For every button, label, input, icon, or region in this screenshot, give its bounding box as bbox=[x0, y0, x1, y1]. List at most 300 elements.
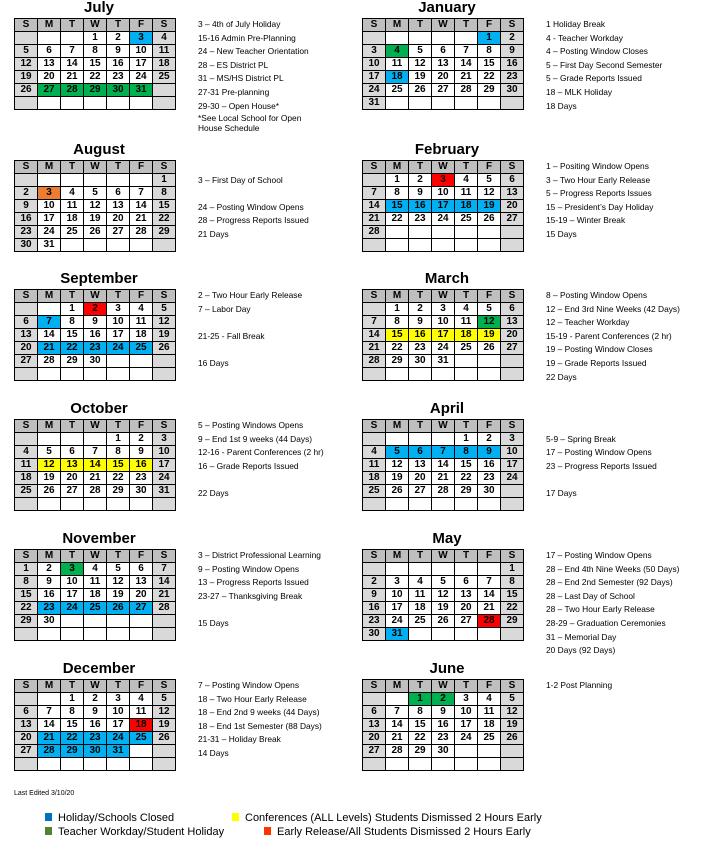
day-cell: 30 bbox=[38, 615, 61, 628]
day-cell: 29 bbox=[61, 355, 84, 368]
note-line: 3 – District Professional Learning bbox=[198, 550, 321, 560]
day-cell bbox=[107, 758, 130, 771]
day-cell: 19 bbox=[432, 602, 455, 615]
weekday-header: T bbox=[61, 550, 84, 563]
day-cell: 3 bbox=[455, 693, 478, 706]
note-line: 29-30 – Open House* bbox=[198, 100, 280, 111]
day-cell: 3 bbox=[363, 45, 386, 58]
day-cell: 21 bbox=[130, 213, 153, 226]
day-cell: 18 bbox=[84, 589, 107, 602]
day-cell: 1 bbox=[501, 563, 524, 576]
day-cell: 25 bbox=[455, 213, 478, 226]
note-line: 12-16 - Parent Conferences (2 hr) bbox=[198, 447, 324, 458]
day-cell bbox=[38, 498, 61, 511]
day-cell bbox=[38, 628, 61, 641]
day-cell bbox=[501, 97, 524, 110]
note-line: 19 – Grade Reports Issued bbox=[546, 357, 647, 368]
day-cell: 10 bbox=[432, 187, 455, 200]
day-cell: 22 bbox=[61, 732, 84, 745]
day-cell: 5 bbox=[478, 303, 501, 316]
day-cell: 30 bbox=[130, 485, 153, 498]
weekday-header: M bbox=[38, 550, 61, 563]
day-cell: 11 bbox=[478, 706, 501, 719]
month-title: July bbox=[83, 0, 114, 16]
note-line bbox=[198, 160, 348, 174]
day-cell: 10 bbox=[130, 45, 153, 58]
day-cell bbox=[61, 433, 84, 446]
day-cell: 9 bbox=[363, 589, 386, 602]
day-cell: 29 bbox=[478, 84, 501, 97]
day-cell: 25 bbox=[363, 485, 386, 498]
day-cell bbox=[386, 433, 409, 446]
note-line bbox=[546, 473, 696, 487]
day-cell: 7 bbox=[478, 576, 501, 589]
weekday-header: F bbox=[130, 680, 153, 693]
day-cell: 30 bbox=[478, 485, 501, 498]
weekday-header: M bbox=[386, 550, 409, 563]
note-line: 7 – Posting Window Opens bbox=[198, 680, 300, 690]
day-cell: 11 bbox=[455, 187, 478, 200]
day-cell bbox=[501, 239, 524, 252]
day-cell: 27 bbox=[15, 745, 38, 758]
weekday-header: T bbox=[61, 161, 84, 174]
weekday-header: T bbox=[61, 290, 84, 303]
day-cell: 12 bbox=[153, 316, 176, 329]
day-cell: 3 bbox=[432, 174, 455, 187]
day-cell bbox=[501, 758, 524, 771]
note-line: 28 – End 4th Nine Weeks (50 Days) bbox=[546, 563, 680, 574]
weekday-header: T bbox=[455, 290, 478, 303]
month-notes bbox=[546, 419, 696, 501]
legend-workday: Teacher Workday/Student Holiday bbox=[45, 826, 224, 839]
note-line: 4 – Posting Window Closes bbox=[546, 46, 648, 57]
day-cell: 27 bbox=[432, 84, 455, 97]
day-cell: 28 bbox=[84, 485, 107, 498]
day-cell: 21 bbox=[363, 213, 386, 226]
day-cell bbox=[501, 355, 524, 368]
day-cell bbox=[107, 174, 130, 187]
weekday-header: M bbox=[386, 290, 409, 303]
note-line: 15 Days bbox=[546, 228, 577, 239]
day-cell: 7 bbox=[38, 316, 61, 329]
day-cell bbox=[363, 368, 386, 381]
day-cell: 19 bbox=[409, 71, 432, 84]
day-cell: 2 bbox=[363, 576, 386, 589]
day-cell: 3 bbox=[432, 303, 455, 316]
day-cell: 17 bbox=[432, 329, 455, 342]
day-cell bbox=[130, 498, 153, 511]
day-cell: 24 bbox=[61, 602, 84, 615]
day-cell: 5 bbox=[478, 174, 501, 187]
weekday-header: F bbox=[130, 290, 153, 303]
day-cell: 23 bbox=[84, 732, 107, 745]
weekday-header: S bbox=[363, 161, 386, 174]
day-cell bbox=[455, 226, 478, 239]
day-cell: 15 bbox=[386, 200, 409, 213]
day-cell: 23 bbox=[38, 602, 61, 615]
day-cell: 9 bbox=[15, 200, 38, 213]
day-cell bbox=[409, 628, 432, 641]
note-line: 12 – Teacher Workday bbox=[546, 317, 630, 328]
day-cell: 28 bbox=[38, 745, 61, 758]
day-cell: 9 bbox=[107, 45, 130, 58]
day-cell bbox=[153, 239, 176, 252]
day-cell: 29 bbox=[84, 84, 107, 97]
note-line: 28-29 – Graduation Ceremonies bbox=[546, 617, 666, 628]
day-cell: 17 bbox=[130, 58, 153, 71]
day-cell bbox=[84, 758, 107, 771]
day-cell: 24 bbox=[38, 226, 61, 239]
day-cell: 19 bbox=[478, 200, 501, 213]
note-line: 5 – Progress Reports Issues bbox=[546, 188, 652, 199]
month-title: April bbox=[429, 400, 465, 417]
day-cell bbox=[61, 97, 84, 110]
weekday-header: W bbox=[432, 420, 455, 433]
last-edited: Last Edited 3/10/20 bbox=[14, 790, 75, 797]
day-cell: 14 bbox=[455, 58, 478, 71]
day-cell: 4 bbox=[409, 576, 432, 589]
day-cell: 18 bbox=[386, 71, 409, 84]
month-notes bbox=[546, 549, 696, 658]
note-line: 28 – Last Day of School bbox=[546, 590, 635, 601]
weekday-header: S bbox=[363, 290, 386, 303]
weekday-header: T bbox=[107, 680, 130, 693]
day-cell: 27 bbox=[61, 485, 84, 498]
day-cell: 18 bbox=[153, 58, 176, 71]
day-cell: 9 bbox=[84, 706, 107, 719]
weekday-header: T bbox=[409, 420, 432, 433]
note-line: 16 Days bbox=[198, 357, 229, 368]
weekday-header: S bbox=[501, 19, 524, 32]
day-cell bbox=[409, 368, 432, 381]
day-cell: 29 bbox=[501, 615, 524, 628]
day-cell: 24 bbox=[432, 213, 455, 226]
day-cell bbox=[61, 758, 84, 771]
day-cell: 1 bbox=[455, 433, 478, 446]
day-cell bbox=[363, 303, 386, 316]
weekday-header: M bbox=[386, 420, 409, 433]
day-cell: 10 bbox=[61, 576, 84, 589]
note-line: 15 Days bbox=[198, 617, 229, 628]
note-line bbox=[198, 316, 348, 330]
day-cell: 14 bbox=[363, 200, 386, 213]
day-cell bbox=[38, 368, 61, 381]
day-cell bbox=[38, 693, 61, 706]
day-cell: 24 bbox=[107, 732, 130, 745]
day-cell: 11 bbox=[153, 45, 176, 58]
day-cell bbox=[61, 174, 84, 187]
day-cell bbox=[363, 32, 386, 45]
day-cell: 17 bbox=[61, 589, 84, 602]
day-cell: 25 bbox=[15, 485, 38, 498]
day-cell: 16 bbox=[432, 719, 455, 732]
day-cell: 7 bbox=[363, 187, 386, 200]
day-cell: 21 bbox=[38, 732, 61, 745]
day-cell bbox=[153, 498, 176, 511]
day-cell: 18 bbox=[130, 719, 153, 732]
note-line: 18 – End 1st Semester (88 Days) bbox=[198, 720, 322, 731]
note-line: 19 – Posting Window Closes bbox=[546, 344, 653, 355]
note-line: 17 – Posting Window Opens bbox=[546, 550, 652, 560]
day-cell bbox=[153, 368, 176, 381]
day-cell: 3 bbox=[130, 32, 153, 45]
day-cell: 28 bbox=[432, 485, 455, 498]
day-cell bbox=[455, 745, 478, 758]
day-cell: 6 bbox=[107, 187, 130, 200]
weekday-header: S bbox=[153, 161, 176, 174]
weekday-header: T bbox=[61, 420, 84, 433]
note-line: 21-31 – Holiday Break bbox=[198, 734, 281, 745]
day-cell: 28 bbox=[130, 226, 153, 239]
weekday-header: S bbox=[501, 290, 524, 303]
day-cell bbox=[15, 693, 38, 706]
day-cell: 25 bbox=[409, 615, 432, 628]
day-cell: 2 bbox=[15, 187, 38, 200]
weekday-header: M bbox=[38, 290, 61, 303]
yellow-swatch-icon bbox=[232, 813, 239, 821]
month-notes bbox=[546, 679, 696, 693]
day-cell bbox=[130, 239, 153, 252]
month-notes bbox=[198, 679, 348, 761]
day-cell: 6 bbox=[130, 563, 153, 576]
month-notes bbox=[546, 289, 696, 384]
weekday-header: W bbox=[432, 680, 455, 693]
day-cell bbox=[84, 239, 107, 252]
day-cell bbox=[107, 615, 130, 628]
day-cell: 9 bbox=[478, 446, 501, 459]
note-line: 27-31 Pre-planning bbox=[198, 86, 270, 97]
day-cell: 11 bbox=[455, 316, 478, 329]
note-line: 28 – Progress Reports Issued bbox=[198, 215, 309, 226]
day-cell: 1 bbox=[61, 693, 84, 706]
day-cell bbox=[15, 758, 38, 771]
day-cell: 31 bbox=[130, 84, 153, 97]
weekday-header: S bbox=[153, 19, 176, 32]
month-grid bbox=[362, 160, 524, 252]
weekday-header: T bbox=[409, 290, 432, 303]
day-cell: 14 bbox=[432, 459, 455, 472]
day-cell: 24 bbox=[107, 342, 130, 355]
day-cell bbox=[130, 97, 153, 110]
day-cell: 17 bbox=[38, 213, 61, 226]
month-grid bbox=[14, 160, 176, 252]
day-cell bbox=[61, 498, 84, 511]
weekday-header: T bbox=[455, 550, 478, 563]
note-line: 1 Holiday Break bbox=[546, 19, 606, 29]
day-cell: 23 bbox=[432, 732, 455, 745]
day-cell bbox=[432, 368, 455, 381]
red-swatch-icon bbox=[264, 827, 271, 835]
weekday-header: M bbox=[386, 680, 409, 693]
day-cell: 4 bbox=[455, 174, 478, 187]
day-cell: 19 bbox=[15, 71, 38, 84]
day-cell: 14 bbox=[153, 576, 176, 589]
day-cell: 2 bbox=[84, 693, 107, 706]
day-cell: 20 bbox=[501, 329, 524, 342]
day-cell: 11 bbox=[15, 459, 38, 472]
month-grid bbox=[14, 679, 176, 771]
day-cell: 21 bbox=[38, 342, 61, 355]
weekday-header: F bbox=[478, 161, 501, 174]
note-line: 15-19 - Parent Conferences (2 hr) bbox=[546, 330, 672, 341]
day-cell: 30 bbox=[84, 745, 107, 758]
day-cell: 5 bbox=[432, 576, 455, 589]
weekday-header: S bbox=[363, 550, 386, 563]
day-cell: 21 bbox=[478, 602, 501, 615]
day-cell: 10 bbox=[363, 58, 386, 71]
day-cell: 12 bbox=[432, 589, 455, 602]
day-cell: 4 bbox=[84, 563, 107, 576]
day-cell: 19 bbox=[478, 329, 501, 342]
day-cell: 26 bbox=[386, 485, 409, 498]
month-grid bbox=[362, 289, 524, 381]
day-cell bbox=[61, 368, 84, 381]
day-cell: 23 bbox=[15, 226, 38, 239]
day-cell bbox=[84, 498, 107, 511]
day-cell bbox=[15, 32, 38, 45]
note-line: 31 – MS/HS District PL bbox=[198, 73, 284, 84]
weekday-header: S bbox=[153, 420, 176, 433]
day-cell: 20 bbox=[501, 200, 524, 213]
weekday-header: W bbox=[432, 19, 455, 32]
note-line: 9 – End 1st 9 weeks (44 Days) bbox=[198, 433, 313, 444]
day-cell: 21 bbox=[432, 472, 455, 485]
day-cell bbox=[363, 239, 386, 252]
day-cell bbox=[130, 355, 153, 368]
day-cell bbox=[107, 498, 130, 511]
day-cell bbox=[432, 97, 455, 110]
day-cell: 11 bbox=[363, 459, 386, 472]
day-cell: 17 bbox=[363, 71, 386, 84]
day-cell: 28 bbox=[363, 226, 386, 239]
weekday-header: M bbox=[38, 161, 61, 174]
day-cell: 7 bbox=[386, 706, 409, 719]
day-cell bbox=[409, 97, 432, 110]
day-cell bbox=[478, 628, 501, 641]
note-line: 28 – Two Hour Early Release bbox=[546, 604, 655, 615]
day-cell: 17 bbox=[386, 602, 409, 615]
day-cell: 14 bbox=[38, 719, 61, 732]
note-line bbox=[198, 343, 348, 357]
day-cell: 27 bbox=[409, 485, 432, 498]
day-cell: 15 bbox=[386, 329, 409, 342]
day-cell: 11 bbox=[84, 576, 107, 589]
day-cell bbox=[130, 758, 153, 771]
day-cell: 8 bbox=[455, 446, 478, 459]
day-cell: 25 bbox=[130, 342, 153, 355]
day-cell: 23 bbox=[409, 213, 432, 226]
day-cell: 13 bbox=[107, 200, 130, 213]
weekday-header: W bbox=[432, 550, 455, 563]
day-cell: 18 bbox=[409, 602, 432, 615]
note-line: 24 – New Teacher Orientation bbox=[198, 46, 309, 57]
day-cell: 10 bbox=[38, 200, 61, 213]
day-cell bbox=[386, 563, 409, 576]
day-cell bbox=[432, 563, 455, 576]
day-cell: 8 bbox=[84, 45, 107, 58]
note-line: 23 – Progress Reports Issued bbox=[546, 460, 657, 471]
day-cell bbox=[107, 368, 130, 381]
month-notes bbox=[546, 160, 696, 242]
day-cell: 13 bbox=[15, 329, 38, 342]
month-title: September bbox=[60, 270, 138, 287]
note-line bbox=[198, 473, 348, 487]
day-cell bbox=[432, 226, 455, 239]
day-cell: 4 bbox=[130, 303, 153, 316]
day-cell: 18 bbox=[363, 472, 386, 485]
note-line: 1-2 Post Planning bbox=[546, 680, 613, 690]
day-cell: 1 bbox=[386, 174, 409, 187]
weekday-header: S bbox=[363, 420, 386, 433]
day-cell: 12 bbox=[409, 58, 432, 71]
day-cell: 3 bbox=[107, 303, 130, 316]
note-line: 1 – Positing Window Opens bbox=[546, 161, 649, 171]
day-cell: 8 bbox=[61, 706, 84, 719]
day-cell bbox=[61, 615, 84, 628]
day-cell: 9 bbox=[84, 316, 107, 329]
note-line: 9 – Posting Window Opens bbox=[198, 563, 300, 574]
day-cell: 16 bbox=[38, 589, 61, 602]
day-cell bbox=[478, 498, 501, 511]
day-cell bbox=[15, 97, 38, 110]
day-cell bbox=[432, 758, 455, 771]
day-cell bbox=[501, 368, 524, 381]
day-cell: 27 bbox=[455, 615, 478, 628]
month-title: December bbox=[62, 660, 136, 677]
day-cell: 6 bbox=[501, 303, 524, 316]
day-cell: 4 bbox=[130, 693, 153, 706]
day-cell bbox=[84, 615, 107, 628]
weekday-header: W bbox=[84, 161, 107, 174]
day-cell bbox=[153, 355, 176, 368]
day-cell: 31 bbox=[107, 745, 130, 758]
day-cell: 14 bbox=[130, 200, 153, 213]
day-cell: 29 bbox=[107, 485, 130, 498]
note-line: 5-9 – Spring Break bbox=[546, 433, 616, 444]
day-cell: 30 bbox=[501, 84, 524, 97]
weekday-header: T bbox=[107, 161, 130, 174]
weekday-header: F bbox=[478, 420, 501, 433]
day-cell: 15 bbox=[84, 58, 107, 71]
day-cell: 6 bbox=[61, 446, 84, 459]
day-cell bbox=[455, 563, 478, 576]
day-cell bbox=[61, 628, 84, 641]
day-cell: 12 bbox=[15, 58, 38, 71]
day-cell: 15 bbox=[15, 589, 38, 602]
day-cell bbox=[501, 498, 524, 511]
day-cell: 23 bbox=[501, 71, 524, 84]
day-cell: 6 bbox=[432, 45, 455, 58]
note-line: 3 – 4th of July Holiday bbox=[198, 19, 281, 29]
day-cell: 26 bbox=[153, 342, 176, 355]
day-cell bbox=[15, 368, 38, 381]
weekday-header: F bbox=[478, 19, 501, 32]
weekday-header: M bbox=[38, 19, 61, 32]
day-cell: 16 bbox=[15, 213, 38, 226]
day-cell: 29 bbox=[61, 745, 84, 758]
day-cell: 21 bbox=[363, 342, 386, 355]
month-notes bbox=[198, 289, 348, 371]
day-cell: 9 bbox=[130, 446, 153, 459]
day-cell: 10 bbox=[153, 446, 176, 459]
day-cell bbox=[153, 758, 176, 771]
day-cell: 16 bbox=[107, 58, 130, 71]
note-line: 7 – Labor Day bbox=[198, 303, 251, 314]
note-line bbox=[546, 419, 696, 433]
day-cell bbox=[61, 32, 84, 45]
day-cell: 12 bbox=[386, 459, 409, 472]
weekday-header: W bbox=[432, 290, 455, 303]
